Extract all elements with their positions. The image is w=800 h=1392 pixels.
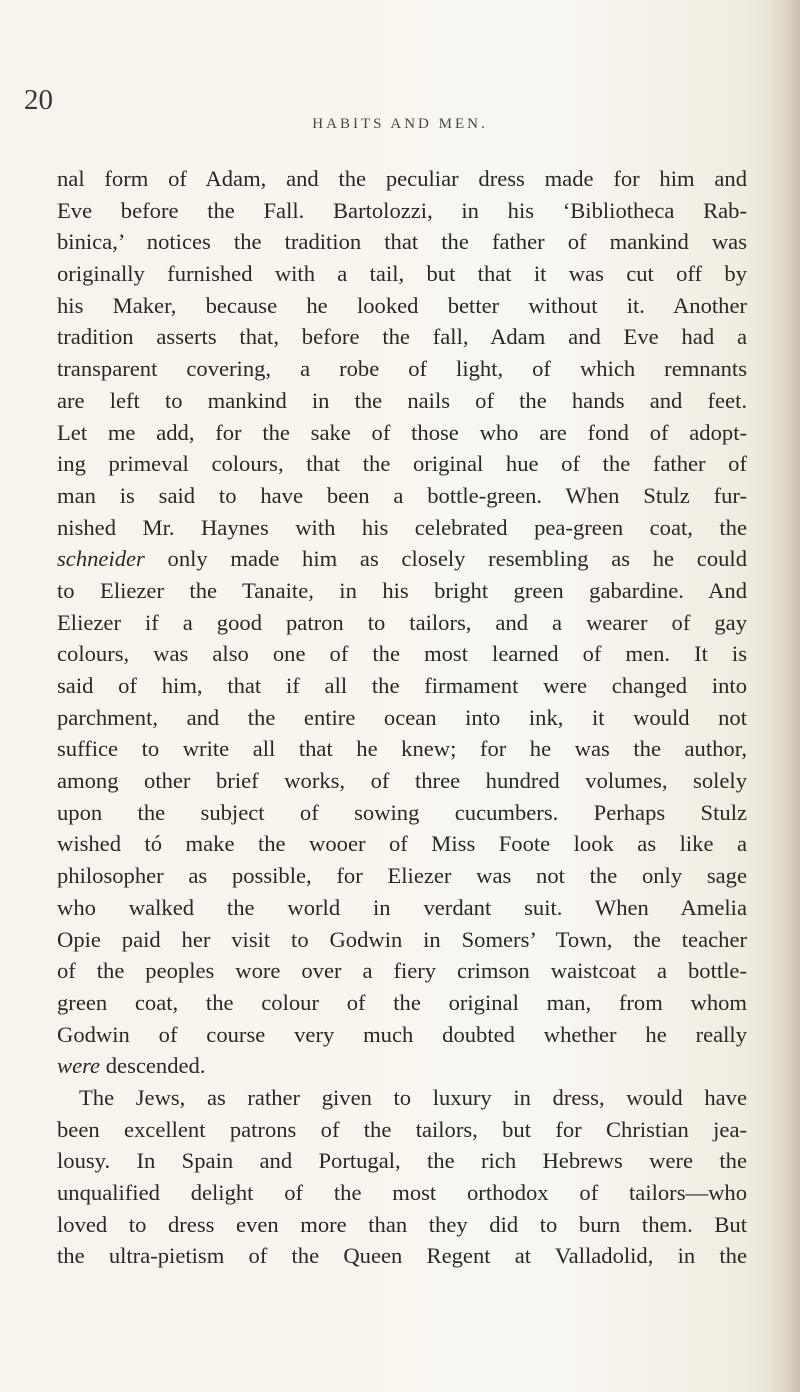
- page-edge-shadow: [766, 0, 800, 1392]
- text-line: transparent covering, a robe of light, of which remnants: [57, 356, 747, 382]
- text-line: nal form of Adam, and the peculiar dress made for him and: [57, 166, 747, 191]
- text-line: the ultra-pietism of the Queen Regent at Valladolid, in the: [57, 1243, 747, 1269]
- text-line: Eliezer if a good patron to tailors, and a wearer of gay: [57, 609, 747, 635]
- text-line: Opie paid her visit to Godwin in Somers’ Town, the teacher: [57, 926, 747, 952]
- text-line: who walked the world in verdant suit. When Amelia: [57, 894, 747, 920]
- text-line: colours, was also one of the most learned of men. It is: [57, 641, 747, 667]
- text-line: lousy. In Spain and Portugal, the rich Hebrews were the: [57, 1148, 747, 1174]
- text-line: nished Mr. Haynes with his celebrated pea-green coat, the: [57, 514, 747, 540]
- text-line: loved to dress even more than they did to burn them. But: [57, 1211, 747, 1237]
- text-line: said of him, that if all the firmament were changed into: [57, 673, 747, 698]
- text-line: wished tó make the wooer of Miss Foote look as like a: [57, 831, 747, 857]
- text-line: unqualified delight of the most orthodox of tailors—who: [57, 1180, 747, 1205]
- text-line: been excellent patrons of the tailors, but for Christian jea-: [57, 1116, 747, 1142]
- text-line-italic-start: were descended.: [57, 1053, 206, 1079]
- text-line: Let me add, for the sake of those who are fond of adopt-: [57, 419, 747, 445]
- text-line: suffice to write all that he knew; for he was the author,: [57, 736, 747, 762]
- body-text: [57, 163, 747, 1272]
- text-line-italic-start: schneider only made him as closely resembling as he could: [57, 546, 747, 572]
- text-line: to Eliezer the Tanaite, in his bright green gabardine. And: [57, 577, 747, 603]
- text-line: are left to mankind in the nails of the hands and feet.: [57, 387, 747, 413]
- page-number: 20: [24, 84, 53, 116]
- text-line: philosopher as possible, for Eliezer was not the only sage: [57, 863, 747, 889]
- text-line: Godwin of course very much doubted whether he really: [57, 1021, 747, 1047]
- running-head: HABITS AND MEN.: [312, 116, 488, 132]
- text-line: tradition asserts that, before the fall, Adam and Eve had a: [57, 324, 747, 350]
- text-line: originally furnished with a tail, but that it was cut off by: [57, 261, 747, 287]
- text-line: upon the subject of sowing cucumbers. Perhaps Stulz: [57, 799, 747, 825]
- text-line: binica,’ notices the tradition that the father of mankind was: [57, 229, 747, 255]
- text-line: Eve before the Fall. Bartolozzi, in his ‘Bibliotheca Rab-: [57, 197, 747, 223]
- text-line: among other brief works, of three hundred volumes, solely: [57, 768, 747, 794]
- text-line: of the peoples wore over a fiery crimson waistcoat a bottle-: [57, 958, 747, 984]
- text-line: green coat, the colour of the original man, from whom: [57, 989, 747, 1015]
- text-line: man is said to have been a bottle-green. When Stulz fur-: [57, 482, 747, 508]
- text-line: parchment, and the entire ocean into ink, it would not: [57, 704, 747, 730]
- text-line-paragraph-start: The Jews, as rather given to luxury in dress, would have: [79, 1084, 747, 1110]
- text-line: his Maker, because he looked better without it. Another: [57, 292, 747, 318]
- text-line: ing primeval colours, that the original hue of the father of: [57, 451, 747, 477]
